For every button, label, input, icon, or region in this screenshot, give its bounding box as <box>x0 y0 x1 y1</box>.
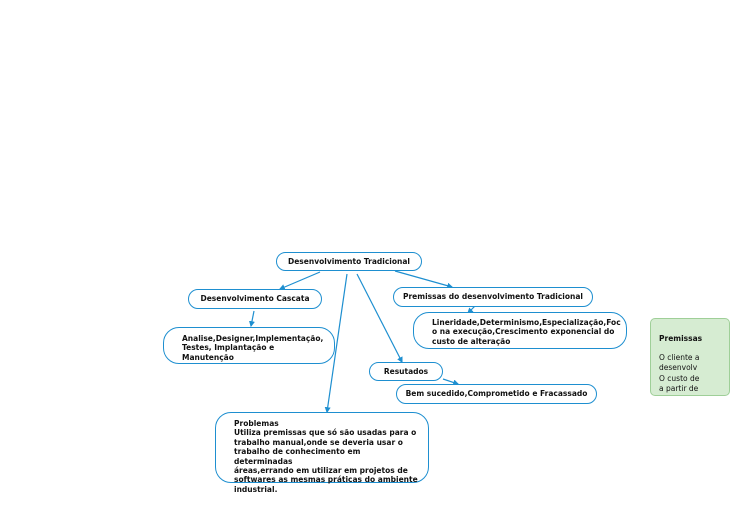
connector-cascata-detail <box>251 311 254 326</box>
note-title: Premissas <box>659 334 703 344</box>
connector-root-cascata <box>280 272 320 289</box>
root-node[interactable]: Desenvolvimento Tradicional <box>276 252 422 271</box>
premissas-detail-node[interactable]: Lineridade,Determinismo,Especialização,Foc o na execução,Crescimento exponencial do custo de alteração <box>413 312 627 349</box>
note-body: O cliente a desenvolv O custo de a partir de <box>659 353 700 393</box>
cascata-detail-node[interactable]: Analise,Designer,Implementação, Testes, Implantação e Manutenção <box>163 327 335 364</box>
resultados-node[interactable]: Resutados <box>369 362 443 381</box>
premissas-node[interactable]: Premissas do desenvolvimento Tradicional <box>393 287 593 307</box>
premissas-note[interactable] <box>650 318 730 396</box>
problemas-node[interactable]: Problemas Utiliza premissas que só são usadas para o trabalho manual,onde se deveria usar o trabalho de conhecimento em determinadas áreas,errando em utilizar em projetos de softwares as mesmas práticas do ambiente industrial. <box>215 412 429 483</box>
connector-root-premissas <box>395 271 452 287</box>
cascata-node[interactable]: Desenvolvimento Cascata <box>188 289 322 309</box>
resultados-detail-node[interactable]: Bem sucedido,Comprometido e Fracassado <box>396 384 597 404</box>
connector-root-resultados <box>357 274 402 362</box>
